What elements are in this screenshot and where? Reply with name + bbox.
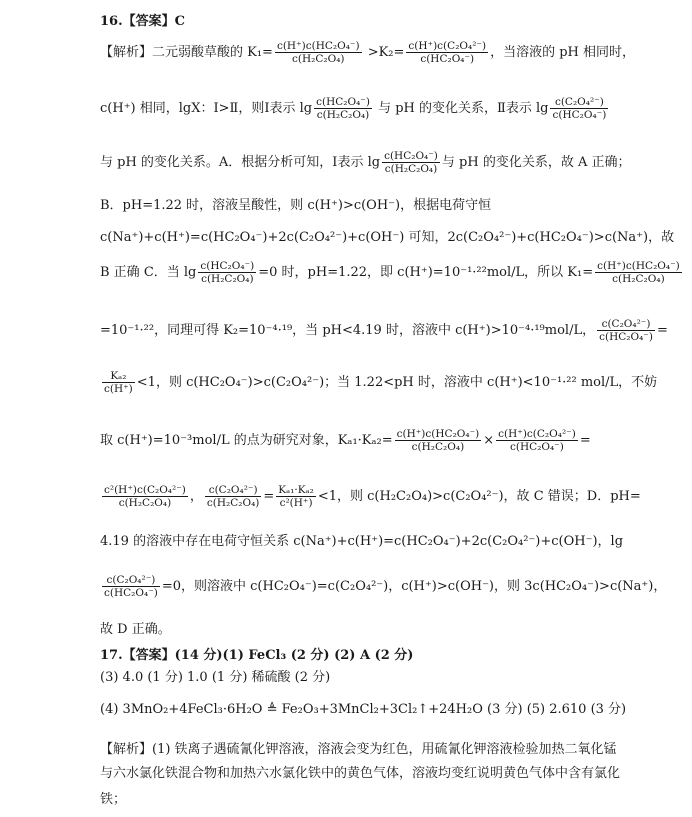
k1-fraction: [275, 40, 362, 65]
lg-fraction-4: $\frac{\text{c(HC₂O₄⁻)}}{\text{c(H₂C₂O₄)}}$: [200, 260, 255, 285]
gt-k2: >K₂=: [363, 45, 405, 60]
q16-answer-label: 16.【答案】C: [100, 14, 185, 29]
q16-line-13: 故 D 正确。: [100, 622, 171, 637]
q17-answer-line-2: (3) 4.0 (1 分) 1.0 (1 分) 稀硫酸 (2 分): [100, 670, 331, 685]
q16-line-3: 与 pH 的变化关系。A．根据分析可知，Ⅰ表示 lg $\frac{\text{c(HC₂O₄⁻)}}{\text{c(H₂C₂O₄)}}$ 与 pH 的变化关系，故 A 正确；: [100, 150, 631, 175]
lg-fraction-2: $\frac{\text{c(C₂O₄²⁻)}}{\text{c(HC₂O₄⁻)}}$: [552, 96, 607, 121]
k2-fraction: $\frac{\text{c(H⁺)c(C₂O₄²⁻)}}{\text{c(HC₂O₄⁻)}}$: [408, 40, 487, 65]
q16-line-10: $\frac{\text{c²(H⁺)c(C₂O₄²⁻)}}{\text{c(H₂C₂O₄)}}$ ， $\frac{\text{c(C₂O₄²⁻)}}{\text{c(H₂C₂O₄)}}$ = $\frac{\text{Kₐ₁·Kₐ₂}}{\text{c²(H⁺)}}$ <1，则 c(H₂C₂O₄)>c(C₂O₄²⁻)，故 C 错误；D．pH=: [104, 484, 641, 509]
q16-line-7: =10⁻¹·²²，同理可得 K₂=10⁻⁴·¹⁹，当 pH<4.19 时，溶液中 c(H⁺)>10⁻⁴·¹⁹mol/L， $\frac{\text{c(C₂O₄²⁻)}}{\text{c(HC₂O₄⁻)}}$ =: [100, 318, 668, 343]
ka2-fraction: $\frac{\text{Kₐ₂}}{c(H^+)}$: [104, 370, 133, 395]
ka2-full-fraction: $\frac{\text{c(H⁺)c(C₂O₄²⁻)}}{\text{c(HC₂O₄⁻)}}$: [498, 428, 576, 453]
q17-analysis-line-3: 铁；: [100, 792, 127, 807]
q16-analysis-intro: 【解析】二元弱酸草酸的 K₁=: [100, 45, 273, 60]
q16-line-9: 取 c(H⁺)=10⁻³mol/L 的点为研究对象，Kₐ₁·Kₐ₂= $\frac{\text{c(H⁺)c(HC₂O₄⁻)}}{\text{c(H₂C₂O₄)}}$ × $\frac{\text{c(H⁺)c(C₂O₄²⁻)}}{\text{c(HC₂O₄⁻)}}$ =: [100, 428, 591, 453]
q16-line-1: 【解析】二元弱酸草酸的 K₁= $\frac{\text{c(H⁺)c(HC₂O₄⁻)}}{\text{c(H₂C₂O₄)}}$ >K₂= $\frac{\text{c(H⁺)c(C₂O₄²⁻)}}{\text{c(HC₂O₄⁻)}}$ ，当溶液的 pH 相同时，: [100, 40, 636, 65]
k1-value-fraction: $\frac{\text{c(H⁺)c(HC₂O₄⁻)}}{\text{c(H₂C₂O₄)}}$: [597, 260, 680, 285]
q16-line-5: c(Na⁺)+c(H⁺)=c(HC₂O₄⁻)+2c(C₂O₄²⁻)+c(OH⁻) 可知，2c(C₂O₄²⁻)+c(HC₂O₄⁻)>c(Na⁺)，故: [100, 230, 675, 245]
lg-fraction-1: $\frac{\text{c(HC₂O₄⁻)}}{\text{c(H₂C₂O₄)}}$: [316, 96, 370, 121]
k1-denominator: c(H₂C₂O₄): [292, 53, 345, 65]
c2o4-h2c2o4-fraction: $\frac{\text{c(C₂O₄²⁻)}}{\text{c(H₂C₂O₄)}}$: [206, 484, 260, 509]
lg-fraction-5: $\frac{\text{c(C₂O₄²⁻)}}{\text{c(HC₂O₄⁻)}}$: [104, 574, 158, 599]
q16-line-6: B 正确 C．当 lg $\frac{\text{c(HC₂O₄⁻)}}{\text{c(H₂C₂O₄)}}$ =0 时，pH=1.22，即 c(H⁺)=10⁻¹·²²mol/L，所以 K₁= $\frac{\text{c(H⁺)c(HC₂O₄⁻)}}{\text{c(H₂C₂O₄)}}$: [100, 260, 680, 285]
lg-fraction-3: $\frac{\text{c(HC₂O₄⁻)}}{\text{c(H₂C₂O₄)}}$: [384, 150, 438, 175]
q17-analysis-line-2: 与六水氯化铁混合物和加热六水氯化铁中的黄色气体，溶液均变红说明黄色气体中含有氯化: [100, 766, 621, 781]
q17-analysis-line-1: 【解析】(1) 铁离子遇硫氰化钾溶液，溶液会变为红色，用硫氰化钾溶液检验加热二氧化锰: [100, 742, 617, 757]
ratio-fraction: $\frac{\text{c(C₂O₄²⁻)}}{\text{c(HC₂O₄⁻)}}$: [599, 318, 653, 343]
product-fraction: $\frac{\text{c²(H⁺)c(C₂O₄²⁻)}}{\text{c(H₂C₂O₄)}}$: [104, 484, 186, 509]
q16-line-2: c(H⁺) 相同，lgX：Ⅰ>Ⅱ，则Ⅰ表示 lg $\frac{\text{c(HC₂O₄⁻)}}{\text{c(H₂C₂O₄)}}$ 与 pH 的变化关系，Ⅱ表示 lg $\frac{\text{c(C₂O₄²⁻)}}{\text{c(HC₂O₄⁻)}}$: [100, 96, 607, 121]
k1-numerator: c(H⁺)c(HC₂O₄⁻): [276, 40, 360, 52]
ka1-fraction: $\frac{\text{c(H⁺)c(HC₂O₄⁻)}}{\text{c(H₂C₂O₄)}}$: [396, 428, 480, 453]
q16-line-8: $\frac{\text{Kₐ₂}}{c(H^+)}$ <1，则 c(HC₂O₄⁻)>c(C₂O₄²⁻)；当 1.22<pH 时，溶液中 c(H⁺)<10⁻¹·²² mol/L，不妨: [104, 370, 658, 395]
q17-answer-line-1: 17.【答案】(14 分)(1) FeCl₃ (2 分) (2) A (2 分): [100, 648, 414, 663]
q16-line-4: B．pH=1.22 时，溶液呈酸性，则 c(H⁺)>c(OH⁻)，根据电荷守恒: [100, 198, 492, 213]
q17-answer-line-4: (4) 3MnO₂+4FeCl₃·6H₂O ≜ Fe₂O₃+3MnCl₂+3Cl₂↑+24H₂O (3 分) (5) 2.610 (3 分): [100, 702, 627, 717]
q16-line-11: 4.19 的溶液中存在电荷守恒关系 c(Na⁺)+c(H⁺)=c(HC₂O₄⁻)+2c(C₂O₄²⁻)+c(OH⁻)，lg: [100, 534, 624, 549]
ka-product-fraction: $\frac{\text{Kₐ₁·Kₐ₂}}{\text{c²(H⁺)}}$: [278, 484, 314, 509]
q16-line-12: $\frac{\text{c(C₂O₄²⁻)}}{\text{c(HC₂O₄⁻)}}$ =0，则溶液中 c(HC₂O₄⁻)=c(C₂O₄²⁻)，c(H⁺)>c(OH⁻)，则 3c(HC₂O₄⁻)>c(Na⁺)，: [104, 574, 667, 599]
